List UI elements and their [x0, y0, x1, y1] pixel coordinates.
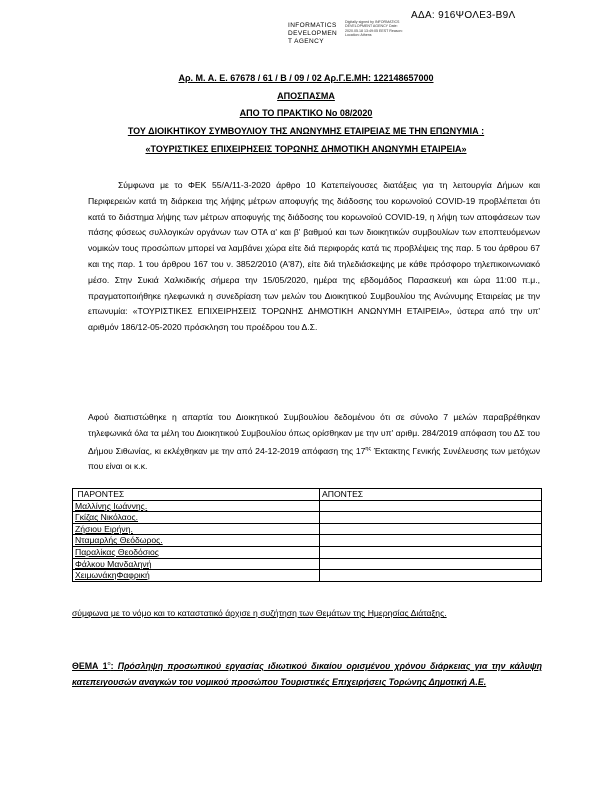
minutes-number: ΑΠΟ ΤΟ ΠΡΑΚΤΙΚΟ Νο 08/2020	[239, 108, 373, 118]
absent-member	[320, 535, 542, 547]
absent-member	[320, 512, 542, 524]
digital-signature-text: Digitally signed by INFORMATICS DEVELOPMENT AGENCY Date: 2020.05.18 13:49:05 EEST Reason: Location: Athens	[345, 20, 403, 38]
extract-title: ΑΠΟΣΠΑΣΜΑ	[277, 91, 335, 101]
attendance-table	[72, 488, 542, 582]
absent-header: ΑΠΟΝΤΕΣ	[320, 489, 542, 501]
table-row	[73, 570, 542, 582]
agency-line-2: DEVELOPMEN	[288, 30, 338, 37]
closing-paragraph	[72, 606, 542, 622]
table-header-row	[73, 489, 542, 501]
present-member: Παραλίκας Θεοδόσιος	[73, 546, 320, 558]
table-row	[73, 500, 542, 512]
absent-member	[320, 500, 542, 512]
table-row	[73, 558, 542, 570]
quorum-paragraph	[88, 410, 540, 475]
absent-member	[320, 523, 542, 535]
company-name-line: «ΤΟΥΡΙΣΤΙΚΕΣ ΕΠΙΧΕΙΡΗΣΕΙΣ ΤΟΡΩΝΗΣ ΔΗΜΟΤΙΚΗ ΑΝΩΝΥΜΗ ΕΤΑΙΡΕΙΑ»	[145, 144, 467, 154]
absent-member	[320, 546, 542, 558]
topic-label-sup: ο	[107, 661, 111, 667]
present-member: Μαλλίνης Ιωάννης.	[73, 500, 320, 512]
table-row	[73, 523, 542, 535]
present-member: Φάλκου Μανδαληνή	[73, 558, 320, 570]
paragraph-covid-provisions: Σύμφωνα με το ΦΕΚ 55/Α/11-3-2020 άρθρο 10 Κατεπείγουσες διατάξεις για τη λειτουργία Δήμων και Περιφερειών κατά τη διάρκεια της λήψης μέτρων αποφυγής της διάδοσης του κορωνοϊού COVID-19 προβλέπεται ότι κατά το διάστημα λήψης των μέτρων αποφυγής της διάδοσης του κορωνοϊού COVID-19, η λήψη των αποφάσεων των πάσης φύσεως συλλογικών οργάνων των ΟΤΑ α' και β' βαθμού και των διοικητικών συμβουλίων των εποπτευόμενων νομικών τους προσώπων μπορεί να λαμβάνει χώρα είτε διά περιφοράς κατά τις προβλέψεις της παρ. 5 του άρθρου 67 και της παρ. 1 του άρθρου 167 του ν. 3852/2010 (Α'87), είτε διά τηλεδιάσκεψης με κάθε πρόσφορο τηλεπικοινωνιακό μέσο. Στην Συκιά Χαλκιδικής σήμερα την 15/05/2020, ημέρα της εβδομάδος Παρασκευή και ώρα 11:00 π.μ., πραγματοποιήθηκε ηλεφωνικά η συνεδρίαση των μελών του Διοικητικού Συμβουλίου της Ανώνυμης Εταιρείας με την επωνυμία: «ΤΟΥΡΙΣΤΙΚΕΣ ΕΠΙΧΕΙΡΗΣΕΙΣ ΤΟΡΩΝΗΣ ΔΗΜΟΤΙΚΗ ΑΝΩΝΥΜΗ ΕΤΑΙΡΕΙΑ», ύστερα από την υπ' αριθμόν 186/12-05-2020 πρόσκληση του προέδρου του Δ.Σ.	[88, 180, 540, 333]
present-member: Νταμαρλής Θεόδωρος.	[73, 535, 320, 547]
topic-text: Πρόσληψη προσωπικού εργασίας ιδιωτικού δικαίου ορισμένου χρόνου διάρκειας για την κάλυψη κατεπειγουσών αναγκών του νομικού προσώπου Τουριστικές Επιχειρήσεις Τορώνης Δημοτική Α.Ε.	[72, 660, 543, 688]
agency-line-1: INFORMATICS	[288, 22, 337, 29]
topic-label: ΘΕΜΑ 1	[72, 660, 108, 671]
agency-line-3: T AGENCY	[288, 38, 324, 45]
absent-member	[320, 558, 542, 570]
quorum-text-end: Έκτακτης Γενικής Συνέλευσης των μετόχων που είναι οι κ.κ.	[88, 445, 540, 472]
present-header: ΠΑΡΟΝΤΕΣ	[73, 489, 320, 501]
present-member: Γκίζας Νικόλαος.	[73, 512, 320, 524]
quorum-sup: ης	[365, 445, 372, 452]
main-paragraph	[88, 178, 540, 336]
board-line: ΤΟΥ ΔΙΟΙΚΗΤΙΚΟΥ ΣΥΜΒΟΥΛΙΟΥ ΤΗΣ ΑΝΩΝΥΜΗΣ ΕΤΑΙΡΕΙΑΣ ΜΕ ΤΗΝ ΕΠΩΝΥΜΙΑ :	[127, 126, 485, 136]
ada-code: ΑΔΑ: 916ΨΟΛΕ3-Β9Λ	[411, 10, 516, 21]
closing-text: σύμφωνα με το νόμο και το καταστατικό άρχισε η συζήτηση των Θεμάτων της Ημερησίας Διάταξης.	[72, 608, 447, 618]
present-member: ΧειμωνάκηΦαφρική	[73, 570, 320, 582]
table-row	[73, 546, 542, 558]
paragraph-quorum	[88, 410, 540, 475]
present-member: Ζήσιου Ειρήνη.	[73, 523, 320, 535]
absent-member	[320, 570, 542, 582]
quorum-text: Αφού διαπιστώθηκε η απαρτία του Διοικητικού Συμβουλίου δεδομένου ότι σε σύνολο 7 μελών παραβρέθηκαν τηλεφωνικά όλα τα μέλη του Διοικητικού Συμβουλίου όπως ορίσθηκαν με την υπ' αριθμ. 284/2019 απόφαση του ΔΣ του Δήμου Σιθωνίας, κι εκλέχθηκαν με την από 24-12-2019 απόφαση της 17	[88, 412, 540, 456]
topic-label-colon: :	[110, 660, 114, 671]
table-row	[73, 512, 542, 524]
topic-1	[72, 656, 542, 691]
table-row	[73, 535, 542, 547]
registry-number: Αρ. Μ. Α. Ε. 67678 / 61 / Β / 09 / 02 Αρ.Γ.Ε.ΜΗ: 122148657000	[178, 73, 434, 83]
